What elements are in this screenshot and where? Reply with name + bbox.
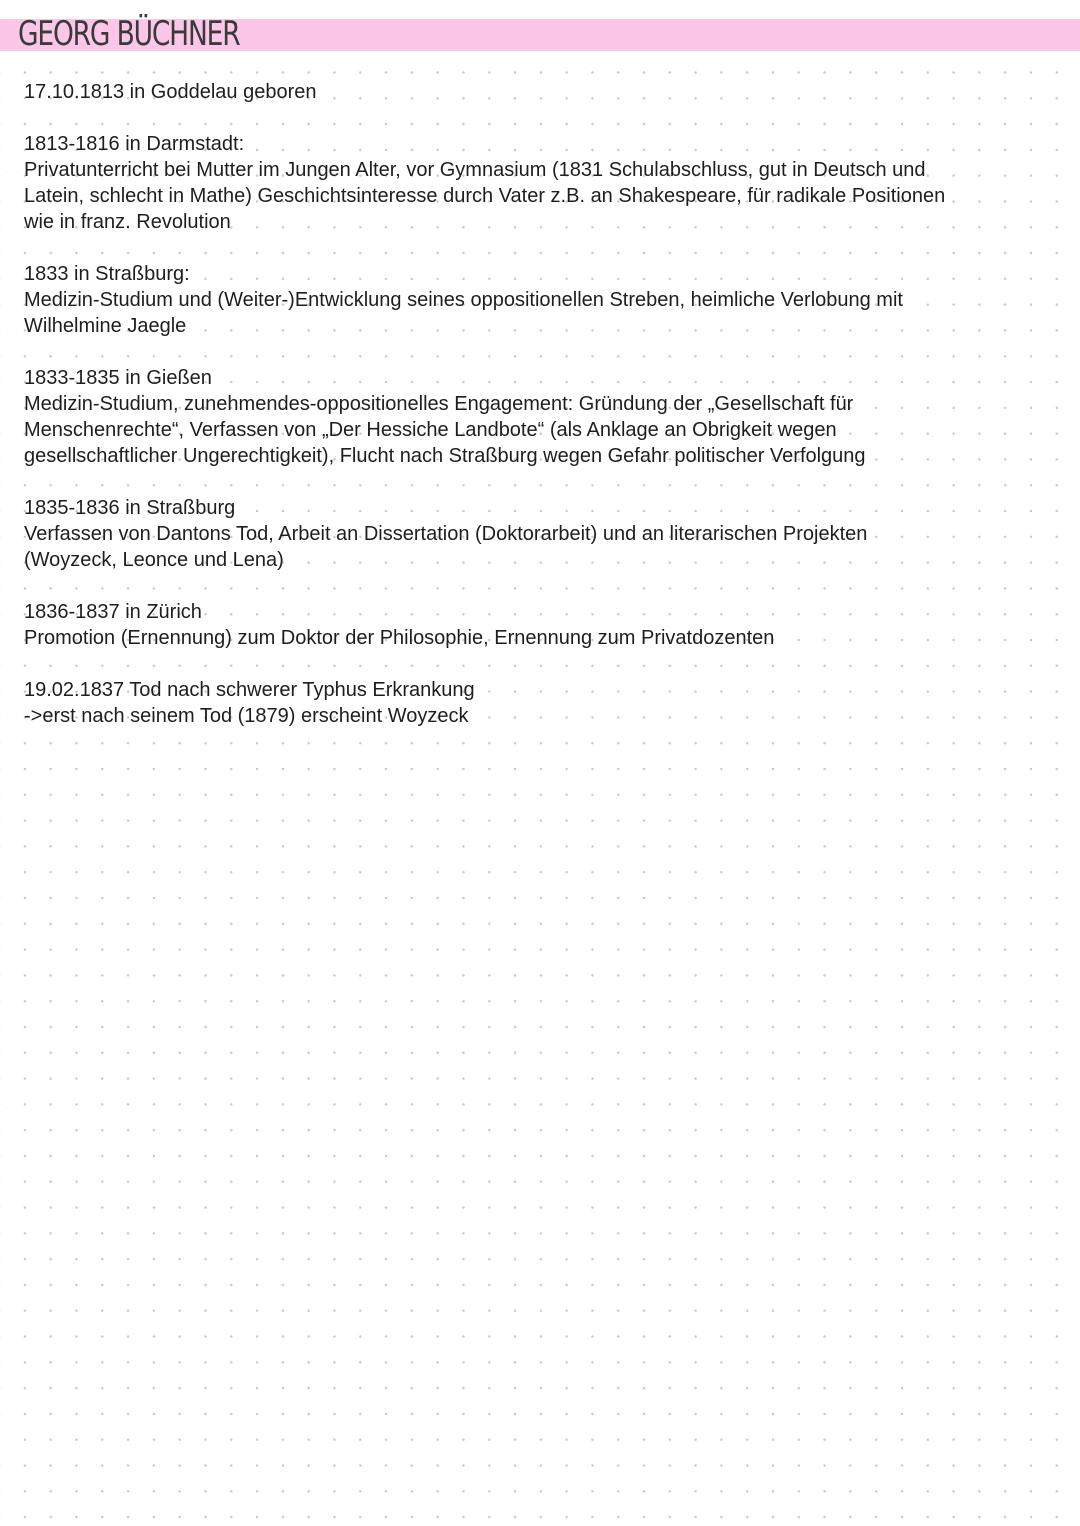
entry-heading: 1836-1837 in Zürich [24,601,202,623]
entry-line: ->erst nach seinem Tod (1879) erscheint Woyzeck [24,705,469,727]
entry-line: Menschenrechte“, Verfassen von „Der Hessiche Landbote“ (als Anklage an Obrigkeit wegen [24,419,837,441]
timeline-entry-zuerich [24,599,1044,651]
timeline-entry-birth [24,79,1044,105]
timeline-entry-giessen [24,365,1044,469]
entry-line: (Woyzeck, Leonce und Lena) [24,549,284,571]
entry-line: 19.02.1837 Tod nach schwerer Typhus Erkrankung [24,679,475,701]
page-title: GEORG BÜCHNER [18,14,240,54]
biography-timeline [24,79,1044,755]
timeline-entry-death [24,677,1044,729]
entry-line: wie in franz. Revolution [24,211,231,233]
entry-line: Verfassen von Dantons Tod, Arbeit an Dissertation (Doktorarbeit) und an literarischen Projekten [24,523,868,545]
entry-line: gesellschaftlicher Ungerechtigkeit), Flucht nach Straßburg wegen Gefahr politischer Verfolgung [24,445,866,467]
entry-heading: 1835-1836 in Straßburg [24,497,236,519]
entry-line: Medizin-Studium und (Weiter-)Entwicklung seines oppositionellen Streben, heimliche Verlobung mit [24,289,903,311]
entry-line: Medizin-Studium, zunehmendes-oppositionelles Engagement: Gründung der „Gesellschaft für [24,393,854,415]
entry-line: Privatunterricht bei Mutter im Jungen Alter, vor Gymnasium (1831 Schulabschluss, gut in Deutsch und [24,159,926,181]
timeline-entry-darmstadt [24,131,1044,235]
timeline-entry-strassburg-1835 [24,495,1044,573]
timeline-entry-strassburg-1833 [24,261,1044,339]
entry-line: 17.10.1813 in Goddelau geboren [24,81,317,103]
entry-heading: 1813-1816 in Darmstadt: [24,133,245,155]
entry-heading: 1833 in Straßburg: [24,263,190,285]
entry-heading: 1833-1835 in Gießen [24,367,212,389]
entry-line: Wilhelmine Jaegle [24,315,187,337]
entry-line: Latein, schlecht in Mathe) Geschichtsinteresse durch Vater z.B. an Shakespeare, für radikale Positionen [24,185,946,207]
entry-line: Promotion (Ernennung) zum Doktor der Philosophie, Ernennung zum Privatdozenten [24,627,775,649]
